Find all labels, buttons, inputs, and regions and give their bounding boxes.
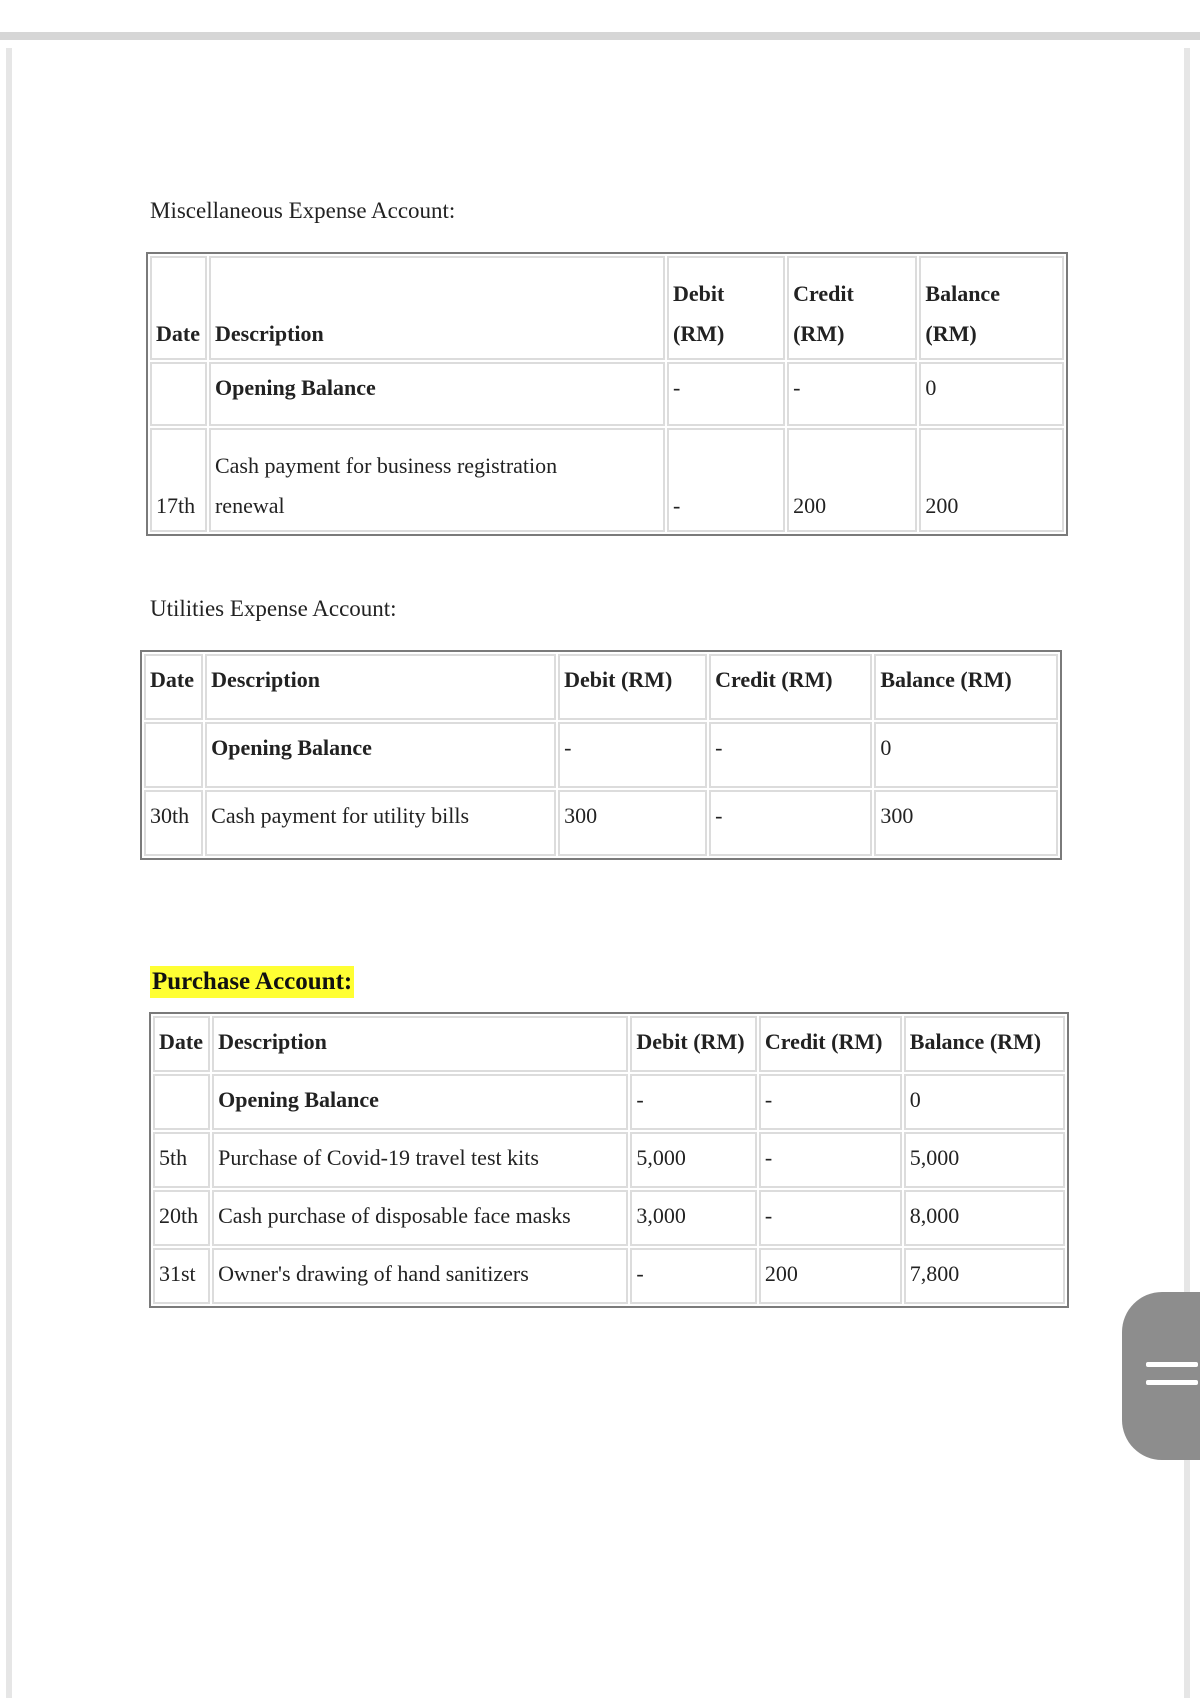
cell-credit: -: [759, 1132, 902, 1188]
cell-debit: -: [630, 1248, 757, 1304]
misc-expense-table: [146, 252, 1068, 536]
cell-description: Purchase of Covid-19 travel test kits: [212, 1132, 628, 1188]
header-date: Date: [153, 1016, 210, 1072]
cell-description: Opening Balance: [209, 362, 665, 426]
cell-credit: -: [709, 722, 872, 788]
header-date: Date: [150, 256, 207, 360]
cell-credit: -: [759, 1074, 902, 1130]
purchase-account-table: [149, 1012, 1069, 1308]
header-balance-line2: (RM): [925, 321, 977, 346]
cell-description: Opening Balance: [212, 1074, 628, 1130]
cell-credit: -: [709, 790, 872, 856]
cell-description: Opening Balance: [205, 722, 556, 788]
top-bar: [0, 0, 1200, 44]
cell-date: [144, 722, 203, 788]
header-description: Description: [205, 654, 556, 720]
misc-heading: Miscellaneous Expense Account:: [150, 198, 456, 223]
cell-description: Cash purchase of disposable face masks: [212, 1190, 628, 1246]
cell-date: 17th: [150, 428, 207, 532]
header-debit: Debit (RM): [630, 1016, 757, 1072]
header-credit: Credit (RM): [759, 1016, 902, 1072]
utilities-heading: Utilities Expense Account:: [150, 596, 397, 621]
cell-date: 30th: [144, 790, 203, 856]
cell-credit: 200: [787, 428, 917, 532]
table-header-row: [153, 1016, 1065, 1072]
cell-balance: 0: [919, 362, 1064, 426]
header-debit: Debit (RM): [558, 654, 707, 720]
table-row: [153, 1248, 1065, 1304]
cell-debit: -: [558, 722, 707, 788]
table-row: [150, 428, 1064, 532]
header-credit-line1: Credit: [793, 281, 854, 306]
cell-description: Cash payment for utility bills: [205, 790, 556, 856]
header-balance: [919, 256, 1064, 360]
cell-date: 5th: [153, 1132, 210, 1188]
cell-date: [150, 362, 207, 426]
header-balance-line1: Balance: [925, 281, 1000, 306]
cell-description: Owner's drawing of hand sanitizers: [212, 1248, 628, 1304]
cell-credit: 200: [759, 1248, 902, 1304]
header-description: Description: [212, 1016, 628, 1072]
grip-line: [1146, 1362, 1198, 1367]
header-credit: [787, 256, 917, 360]
header-credit-line2: (RM): [793, 321, 845, 346]
cell-description-line1: Cash payment for business registration: [214, 453, 558, 478]
cell-debit: -: [667, 362, 785, 426]
cell-balance: 5,000: [904, 1132, 1065, 1188]
header-debit-line2: (RM): [673, 321, 725, 346]
table-row: [144, 722, 1058, 788]
cell-debit: 300: [558, 790, 707, 856]
header-description: Description: [209, 256, 665, 360]
header-balance: Balance (RM): [874, 654, 1058, 720]
utilities-expense-table: [140, 650, 1062, 860]
cell-debit: 5,000: [630, 1132, 757, 1188]
cell-description-line2: renewal: [214, 493, 285, 518]
cell-balance: 200: [919, 428, 1064, 532]
table-header-row: [150, 256, 1064, 360]
cell-debit: -: [630, 1074, 757, 1130]
table-row: [150, 362, 1064, 426]
table-header-row: [144, 654, 1058, 720]
cell-description: [209, 428, 665, 532]
scroll-handle[interactable]: [1122, 1292, 1200, 1460]
header-debit: [667, 256, 785, 360]
table-row: [153, 1190, 1065, 1246]
cell-balance: 300: [874, 790, 1058, 856]
cell-credit: -: [787, 362, 917, 426]
purchase-heading: Purchase Account:: [150, 966, 354, 998]
cell-balance: 0: [874, 722, 1058, 788]
cell-date: 20th: [153, 1190, 210, 1246]
table-row: [153, 1074, 1065, 1130]
header-debit-line1: Debit: [673, 281, 725, 306]
table-row: [144, 790, 1058, 856]
cell-debit: 3,000: [630, 1190, 757, 1246]
grip-line: [1146, 1380, 1198, 1385]
cell-credit: -: [759, 1190, 902, 1246]
top-divider: [0, 32, 1200, 40]
cell-date: [153, 1074, 210, 1130]
table-row: [153, 1132, 1065, 1188]
header-date: Date: [144, 654, 203, 720]
cell-balance: 0: [904, 1074, 1065, 1130]
cell-balance: 8,000: [904, 1190, 1065, 1246]
cell-date: 31st: [153, 1248, 210, 1304]
cell-balance: 7,800: [904, 1248, 1065, 1304]
header-credit: Credit (RM): [709, 654, 872, 720]
header-balance: Balance (RM): [904, 1016, 1065, 1072]
cell-debit: -: [667, 428, 785, 532]
